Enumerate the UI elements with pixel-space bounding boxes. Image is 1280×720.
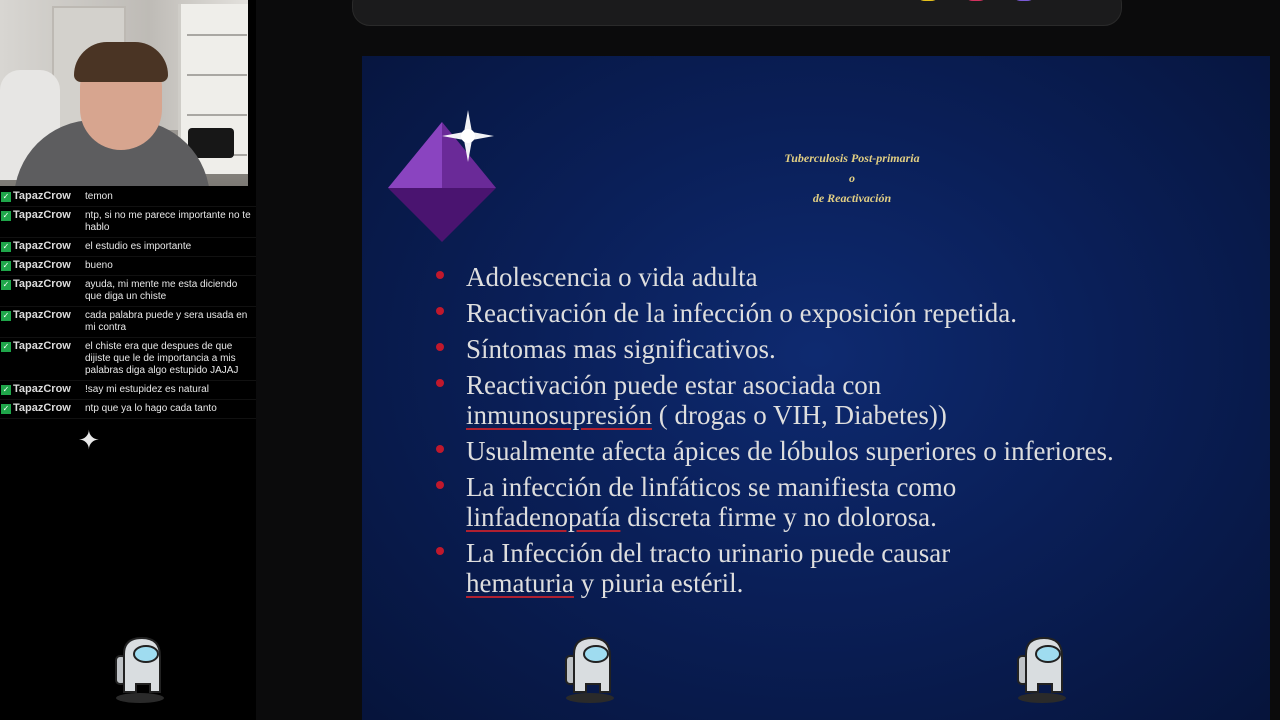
chat-text: ntp que ya lo hago cada tanto	[85, 403, 217, 414]
bullet-text: y piuria estéril.	[573, 568, 744, 598]
slide-bullet	[436, 262, 1256, 292]
webcam-feed	[0, 0, 248, 186]
chat-username[interactable]: TapazCrow	[13, 278, 71, 290]
bullet-underlined-term: inmunosupresión	[466, 400, 652, 430]
chat-text: el estudio es importante	[85, 241, 192, 252]
sparkle-cursor-icon: ✦	[78, 426, 100, 456]
bullet-icon	[436, 307, 444, 315]
moderator-badge-icon: ✓	[2, 385, 10, 394]
pink-status-icon[interactable]	[963, 0, 989, 1]
chat-username[interactable]: TapazCrow	[13, 402, 71, 414]
slide-bullet	[436, 538, 1256, 598]
bullet-text: Reactivación de la infección o exposición repetida.	[466, 298, 1018, 328]
chat-username[interactable]: TapazCrow	[13, 309, 71, 321]
bullet-icon	[436, 271, 444, 279]
slide-title	[742, 148, 962, 208]
slide-bullet	[436, 370, 1256, 430]
yellow-status-icon[interactable]	[915, 0, 941, 1]
chat-message	[0, 276, 256, 307]
bullet-icon	[436, 547, 444, 555]
bullet-icon	[436, 379, 444, 387]
moderator-badge-icon: ✓	[2, 261, 10, 270]
purple-status-icon[interactable]	[1011, 0, 1037, 1]
chat-message	[0, 338, 256, 381]
chat-username[interactable]: TapazCrow	[13, 383, 71, 395]
chat-username[interactable]: TapazCrow	[13, 209, 71, 221]
left-panel	[0, 0, 256, 720]
bullet-icon	[436, 445, 444, 453]
slide-bullet	[436, 472, 1256, 532]
chat-message	[0, 381, 256, 400]
chat-message	[0, 188, 256, 207]
chat-username[interactable]: TapazCrow	[13, 190, 71, 202]
bullet-text: Adolescencia o vida adulta	[466, 262, 758, 292]
chat-message	[0, 207, 256, 238]
bullet-underlined-term: linfadenopatía	[466, 502, 621, 532]
slide-title-line: de Reactivación	[812, 191, 892, 205]
chat-username[interactable]: TapazCrow	[13, 240, 71, 252]
slide-title-line: Tuberculosis Post-primaria	[784, 151, 920, 165]
crewmate-mascot-icon	[1012, 634, 1072, 704]
chat-text: cada palabra puede y sera usada en mi contra	[85, 310, 248, 333]
chat-text: el chiste era que despues de que dijiste que le de importancia a mis palabras diga algo estupido JAJAJ	[85, 341, 239, 376]
moderator-badge-icon: ✓	[2, 280, 10, 289]
chat-text: temon	[85, 191, 113, 202]
bullet-text: Síntomas mas significativos.	[466, 334, 776, 364]
chat-text: ayuda, mi mente me esta diciendo que diga un chiste	[85, 279, 238, 302]
bullet-text: La Infección del tracto urinario puede causar	[466, 538, 951, 568]
bullet-underlined-term: hematuria	[466, 568, 574, 598]
bullet-text: Usualmente afecta ápices de lóbulos superiores o inferiores.	[466, 436, 1114, 466]
chat-panel	[0, 188, 256, 419]
chat-message	[0, 307, 256, 338]
crewmate-mascot-icon	[110, 634, 170, 704]
moderator-badge-icon: ✓	[2, 404, 10, 413]
bullet-text: La infección de linfáticos se manifiesta como	[466, 472, 957, 502]
chat-message	[0, 400, 256, 419]
bullet-icon	[436, 343, 444, 351]
presentation-slide	[362, 56, 1270, 720]
chat-text: !say mi estupidez es natural	[85, 384, 209, 395]
moderator-badge-icon: ✓	[2, 311, 10, 320]
moderator-badge-icon: ✓	[2, 242, 10, 251]
chat-text: bueno	[85, 260, 113, 271]
chat-message	[0, 238, 256, 257]
moderator-badge-icon: ✓	[2, 192, 10, 201]
bullet-text: Reactivación puede estar asociada con	[466, 370, 882, 400]
crewmate-mascot-icon	[560, 634, 620, 704]
slide-bullet	[436, 334, 1256, 364]
chat-username[interactable]: TapazCrow	[13, 259, 71, 271]
slide-bullet-list	[436, 262, 1256, 604]
chat-username[interactable]: TapazCrow	[13, 340, 71, 352]
bullet-text: discreta firme y no dolorosa.	[620, 502, 937, 532]
moderator-badge-icon: ✓	[2, 342, 10, 351]
chat-message	[0, 257, 256, 276]
bullet-text: ( drogas o VIH, Diabetes))	[652, 400, 947, 430]
slide-title-line: o	[849, 171, 855, 185]
chat-text: ntp, si no me parece importante no te hablo	[85, 210, 251, 233]
bullet-icon	[436, 481, 444, 489]
slide-bullet	[436, 436, 1256, 466]
diamond-star-logo-icon	[384, 92, 504, 242]
top-toolbar	[352, 0, 1122, 26]
slide-bullet	[436, 298, 1256, 328]
moderator-badge-icon: ✓	[2, 211, 10, 220]
